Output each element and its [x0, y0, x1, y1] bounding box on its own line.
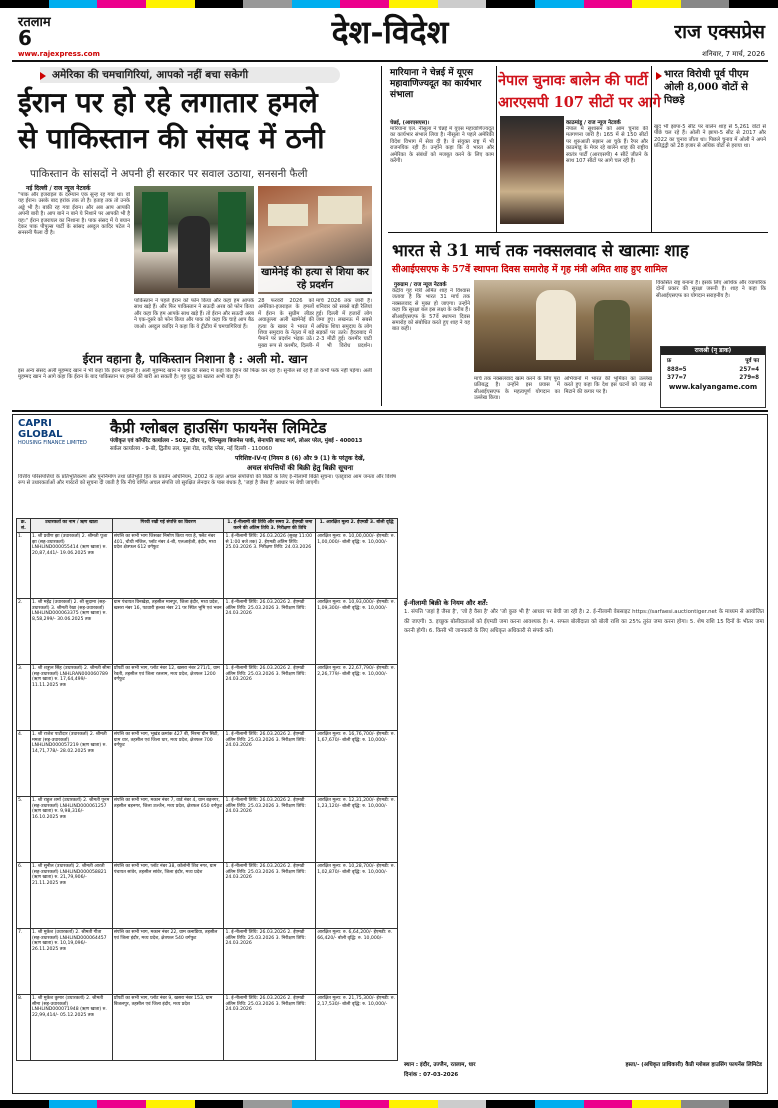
table-row [17, 929, 398, 995]
notice-intro: वित्तीय परिसंपत्तियों के प्रतिभूतिकरण और पुनर्निर्माण तथा प्रतिभूति हित के प्रवर्तन अधिनियम, 2002 के तहत अचल संपत्तियों की बिक्री के लिए ई-नीलामी बिक्री सूचना। एतद्द्वारा आम जनता और विशेष रूप से उधारकर्ताओं और गारंटरों को सूचना दी जाती है कि नीचे वर्णित अचल संपत्ति जो सुरक्षित लेनदार के पास बंधक है, 'जहां है जैसा है' आधार पर बेची जाएगी। [18, 474, 396, 487]
masthead-date: शनिवार, 7 मार्च, 2026 [702, 50, 765, 58]
lottery-title: राजश्री (नृ डाक) [661, 347, 765, 355]
cell-no: 4. [17, 731, 31, 797]
cell-dates: 1. ई-नीलामी तिथि: 26.03.2026 (सुबह 11:00 से 1:00 बजे तक) 2. ईएमडी अंतिम तिथि: 25.03.2026 3. निरीक्षण तिथि: 24.03.2026 [224, 533, 316, 599]
cell-dates: 1. ई-नीलामी तिथि: 26.03.2026 2. ईएमडी अंतिम तिथि: 25.03.2026 3. निरीक्षण तिथि: 24.03.2026 [224, 929, 316, 995]
company-logo-text-1: CAPRI GLOBAL [18, 418, 63, 440]
cell-dates: 1. ई-नीलामी तिथि: 26.03.2026 2. ईएमडी अंतिम तिथि: 25.03.2026 3. निरीक्षण तिथि: 24.03.2026 [224, 995, 316, 1061]
nepal-body: नेपाल में सुशासन को आम चुनाव की मतगणना जारी है। 165 में से 150 सीटों पर शुरुआती रुझान आ चुके हैं। रैपर और काठमांडू के मेयर रहे बालेन शाह की राष्ट्रीय स्वतंत्र पार्टी (आरएसपी) 4 सीटें जीतने के साथ 107 सीटों पर आगे चल रही है। [566, 126, 648, 165]
pakistan-body-col1: "पाक और इजराइल के दरम्यान एक सुन्ह रह गया था। वो यह ईरान। उसके बाद हरांक तक तो है। हताह तक तो उनके अड्डे भी है। बाकी रह गया ईरान। और अब आप आपकी अपनी बारी है। आप बाने न बाने ये निशाने पर आपकी भी है यह।" ईरान इजरायल का निशाना है। पाक संसद में ये बयान देकर पाक पीपुल्स पार्टी के सांसद अब्दुल कादिर पटेल ने सनसनी फैला दी है। [18, 192, 130, 237]
cell-no: 7. [17, 929, 31, 995]
lottery-cell: 257=4 [739, 365, 759, 373]
cell-price: आरक्षित मूल्य: रु. 10,00,000/- ईएमडी: रु. 1,00,000/- बोली वृद्धि: रु. 10,000/- [316, 533, 398, 599]
circle-office: सर्कल कार्यालय - 9-बी, द्वितीय तल, पूसा रोड, राजेंद्र प्लेस, नई दिल्ली - 110060 [110, 446, 273, 452]
company-logo [18, 418, 98, 444]
section-title: देश-विदेश [331, 13, 449, 51]
naxal-headline: भारत से 31 मार्च तक नक्सलवाद से खात्माः शाह [392, 241, 689, 260]
masthead-city: रतलाम [18, 15, 51, 30]
terms-body: 1. संपत्ति 'जहां है जैसा है', 'जो है वैसा है' और 'जो कुछ भी है' आधार पर बेची जा रही है। 2. ई-नीलामी वेबसाइट https://sarfaesi.auctiontiger.net के माध्यम से आयोजित की जाएगी। 3. इच्छुक बोलीदाताओं को ईएमडी जमा करना आवश्यक है। 4. सफल बोलीदाता को बोली राशि का 25% तुरंत जमा करना होगा। 5. शेष राशि 15 दिनों के भीतर जमा करनी होगी। 6. किसी भी जानकारी के लिए अधिकृत अधिकारी से संपर्क करें। [404, 609, 764, 634]
notice-place: स्थान : इंदौर, उज्जैन, रतलाम, धार [404, 1062, 476, 1068]
pakistan-headline-1: ईरान पर हो रहे लगातार हमले [18, 86, 318, 119]
cell-no: 8. [17, 995, 31, 1061]
cell-property: संपत्ति का सभी भाग, मकान नंबर 7, वार्ड नंबर 4, ग्राम बड़नगर, तहसील बड़नगर, जिला उज्जैन, मध्य प्रदेश, क्षेत्रफल 650 वर्गफुट [112, 797, 224, 863]
cell-dates: 1. ई-नीलामी तिथि: 26.03.2026 2. ईएमडी अंतिम तिथि: 25.03.2026 3. निरीक्षण तिथि: 24.03.2026 [224, 665, 316, 731]
table-row [17, 533, 398, 599]
page-number: 6 [18, 26, 32, 50]
nepal-headline-2: आरएसपी 107 सीटों पर आगे [498, 94, 661, 111]
kicker-arrow-icon [40, 72, 46, 80]
sidebar-headline: भारत विरोधी पूर्व पीएम ओली 8,000 वोटों से पिछड़े [664, 69, 749, 106]
protest-body-col1: 28 फरवरी 2026 को अमेरिका-इजराइल के हमलों में ईरान के सुप्रीम लीडर अयातुल्ला अली खामेनेई की हत्या के खबर ने भारत में शिया समुदाय के नेतृत्व में बड़े पैमाने पर प्रदर्शन भड़क उठे। मुख्य रूप से कश्मीर, दिल्ली- [258, 298, 314, 348]
table-row [17, 797, 398, 863]
registration-bar-top [0, 0, 778, 8]
cell-price: आरक्षित मूल्य: रु. 16,76,700/- ईएमडी: रु. 1,67,670/- बोली वृद्धि: रु. 10,000/- [316, 731, 398, 797]
protest-body-col2: मार्च 2026 तक जारी हैं। शनिवार को सबसे बड़ी रैलियां हुई। दिल्ली में हजारों लोग जमा हुए। लखनऊ में सबसे अधिक शिया समुदाय के लोग सड़कों पर उतरे। हैदराबाद में 2-3 मीटी हुई। कश्मीर घाटी में भी विरोध प्रदर्शन। [316, 298, 372, 348]
pakistan-parliament-photo [134, 186, 254, 294]
pakistan-kicker: अमेरिका की चमचागिरियां, आपको नहीं बचा सकेगी [52, 69, 249, 81]
pakistan-headline-2: से पाकिस्तान की संसद में ठनी [18, 122, 325, 155]
naxal-body-col2: मार्च तक नक्सलवाद खत्म करने के लिए पूरा प्रतिबद्ध है। उन्होंने इस प्रयास में सीआईएसएफ के महत्वपूर्ण योगदान का उल्लेख किया। [474, 376, 560, 402]
chennai-body: मारियाना एल. नीसूला ने चेन्नई में यूएस महावाणिज्यदूत का कार्यभार संभाल लिया है। नीसूला ने पहले अमेरिकी विदेश विभाग में सेवा दी है। वे संयुक्त राष्ट्र में भी राजनयिक रही हैं। उन्होंने कहा कि वे भारत और अमेरिका के संबंधों को मजबूत करने के लिए काम करेंगी। [390, 126, 494, 165]
cell-borrower: 1. श्री शत्रुघ्न सिंह (उधारकर्ता) 2. श्रीमती सीमा (सह-उधारकर्ता) LNHLRAN000060789 (ऋण खाता) रु. 17,64,499/- 11.11.2025 तक [30, 665, 112, 731]
lottery-header-right: पूर्व फा [745, 358, 759, 364]
registration-bar-bottom [0, 1100, 778, 1108]
lottery-cell: 377=7 [667, 373, 687, 381]
lottery-box [660, 346, 766, 408]
chennai-headline: मारियाना ने चेन्नई में यूएस महावाणिज्यदूत का कार्यभार संभाला [390, 68, 482, 100]
col-header: उधारकर्ता का नाम / ऋण खाता [30, 519, 112, 533]
pakistan-photo-caption: ईरान वहाना है, पाकिस्तान निशाना है : अली मो. खान [82, 352, 308, 366]
lottery-website[interactable]: www.kalyangame.com [668, 383, 758, 391]
cell-borrower: 1. श्री मुकेश (उधारकर्ता) 2. श्रीमती गीता (सह-उधारकर्ता) LNHLIND000064457 (ऋण खाता) रु. 10,19,096/- 26.11.2025 तक [30, 929, 112, 995]
cell-borrower: 1. श्री मुकेश कुमार (उधारकर्ता) 2. श्रीमती सीमा (सह-उधारकर्ता) LNHLIND000071948 (ऋण खाता) रु. 22,99,414/- 05.12.2025 तक [30, 995, 112, 1061]
auction-table [16, 518, 398, 1061]
appendix-line: परिशिष्ट-IV-ए (नियम 8 (6) और 9 (1) के परंतुक देखें, [235, 455, 365, 462]
cell-dates: 1. ई-नीलामी तिथि: 26.03.2026 2. ईएमडी अंतिम तिथि: 25.03.2026 3. निरीक्षण तिथि: 24.03.2026 [224, 731, 316, 797]
cell-property: ग्राम पंचायत विनखेड़ा, तहसील मानपुर, जिला इंदौर, मध्य प्रदेश, खसरा नंबर 16, पटवारी हल्का नंबर 21 पर स्थित भूमि एवं भवन [112, 599, 224, 665]
company-address: पंजीकृत एवं कॉर्पोरेट कार्यालय - 502, टॉवर ए, पेनिन्सुला बिजनेस पार्क, सेनापति बापट मार्ग, लोअर परेल, मुंबई - 400013 [110, 438, 363, 444]
table-row [17, 731, 398, 797]
cell-no: 3. [17, 665, 31, 731]
company-name: कैप्री ग्लोबल हाउसिंग फायनेंस लिमिटेड [110, 418, 327, 437]
lottery-cell: 279=8 [739, 373, 759, 381]
naxal-body-col4: विकसित राष्ट्र बनाना है। इसके लिए आर्थिक और व्यापारिक दोनों प्रकार की सुरक्षा जरूरी है। शाह ने कहा कि सीआईएसएफ का योगदान सराहनीय है। [656, 280, 766, 299]
paper-name: राज एक्सप्रेस [674, 21, 765, 43]
col-header: क्र. सं. [17, 519, 31, 533]
cell-dates: 1. ई-नीलामी तिथि: 26.03.2026 2. ईएमडी अंतिम तिथि: 25.03.2026 3. निरीक्षण तिथि: 24.03.2026 [224, 863, 316, 929]
col-header: गिरवी रखी गई संपत्ति का विवरण [112, 519, 224, 533]
cell-dates: 1. ई-नीलामी तिथि: 26.03.2026 2. ईएमडी अंतिम तिथि: 25.03.2026 3. निरीक्षण तिथि: 24.03.2026 [224, 599, 316, 665]
cell-property: प्रॉपर्टी का सभी भाग, प्लॉट नंबर 9, खसरा नंबर 153, ग्राम बिजलपुर, तहसील एवं जिला इंदौर, मध्य प्रदेश [112, 995, 224, 1061]
col-header: 1. ई-नीलामी की तिथि और समय 2. ईएमडी जमा करने की अंतिम तिथि 3. निरीक्षण की तिथि [224, 519, 316, 533]
lottery-cell: 888=5 [667, 365, 687, 373]
table-row [17, 665, 398, 731]
notice-title: अचल संपत्तियों की बिक्री हेतु बिक्री सूचना [246, 463, 354, 472]
sidebar-body: खुद भी झापा-5 सीट पर बालेन शाह से 5,261 वोटों से पीछे चल रहे हैं। ओली ने झापा-5 सीट से 2017 और 2022 का चुनाव जीता था। पिछले चुनाव में ओली ने अपने प्रतिद्वंद्वी को 28 हजार से अधिक वोटों से हराया था। [654, 124, 766, 150]
protest-headline-visible: खामेनेई की हत्या से शिया कर रहे प्रदर्शन [258, 266, 372, 292]
cell-price: आरक्षित मूल्य: रु. 22,67,790/- ईएमडी: रु. 2,26,779/- बोली वृद्धि: रु. 10,000/- [316, 665, 398, 731]
cell-borrower: 1. श्री महेंद्र (उधारकर्ता) 2. श्री सुदामा (सह-उधारकर्ता) 3. श्रीमती रेखा (सह-उधारकर्ता) LNHLIND000063375 (ऋण खाता) रु. 8,58,299/- 30.06.2025 तक [30, 599, 112, 665]
nepal-photo [500, 116, 564, 224]
cell-borrower: 1. श्री राजेश पाटीदार (उधारकर्ता) 2. श्रीमती ममता (सह-उधारकर्ता) LNHLIND000057219 (ऋण खाता) रु. 14,71,778/- 28.02.2025 तक [30, 731, 112, 797]
notice-signatory: हस्ता/- (अधिकृत प्राधिकारी) कैप्री ग्लोबल हाउसिंग फायनेंस लिमिटेड [625, 1062, 762, 1068]
cell-no: 1. [17, 533, 31, 599]
naxal-byline: गुरुग्राम / राज न्यूज नेटवर्क [394, 282, 447, 288]
cell-borrower: 1. श्री राहुल शर्मा (उधारकर्ता) 2. श्रीमती पूनम (सह-उधारकर्ता) LNHLIND000061257 (ऋण खाता) रु. 9,98,316/- 16.10.2025 तक [30, 797, 112, 863]
notice-date: दिनांक : 07-03-2026 [404, 1072, 459, 1078]
cell-price: आरक्षित मूल्य: रु. 6,64,200/- ईएमडी: रु. 66,420/- बोली वृद्धि: रु. 10,000/- [316, 929, 398, 995]
naxal-subhead: सीआईएसएफ के 57वें स्थापना दिवस समारोह में गृह मंत्री अमित शाह हुए शामिल [392, 264, 668, 275]
table-row [17, 599, 398, 665]
cell-property: संपत्ति का सभी भाग, भूखंड क्रमांक 427 बी, निरमा ग्रीन सिटी, ग्राम धार, तहसील एवं जिला धार, मध्य प्रदेश, क्षेत्रफल 700 वर्गफुट [112, 731, 224, 797]
pakistan-body-bottom: इस अन्य संसद अली मुहम्मद खान ने भी कहा कि ईरान बहाना है। अली मुहम्मद खान ने पाक की संसद में कहा कि ईरान की फिक्र कर रहा है। सुनील सो रहे हैं तो कभी फर्क नहीं पड़ेगा। अली मुहम्मद खान ने आगे कहा कि ईरान के बाद पाकिस्तान पर हमले की बारी आ सकती है। गृह युद्ध का खतरा अभी बड़ा है। [18, 368, 372, 381]
nepal-headline-1: नेपाल चुनावः बालेन की पार्टी [498, 72, 648, 89]
terms-heading: ई-नीलामी बिक्री के नियम और शर्तें: [404, 599, 488, 607]
table-header-row [17, 519, 398, 533]
cell-borrower: 1. श्री सुनील (उधारकर्ता) 2. श्रीमती आरती (सह-उधारकर्ता) LNHLIND000058821 (ऋण खाता) रु. 21,79,906/- 21.11.2025 तक [30, 863, 112, 929]
table-row [17, 863, 398, 929]
pakistan-body-col2b: पाकिस्तान ने पहले ईरान को फोन किया और कहा हम आपके साथ खड़े हैं। और फिर पाकिस्तान ने सऊदी अरब को फोन किया और कहा कि हम आपके साथ खड़े हैं। तो ईरान और सऊदी अरब ने एक-दूसरे को फोन किया और पाक को कहा कि चाहे आप बैठ जाओ। अब्दुल कादिर ने कहा कि ये ट्रीटीय में चमचागिरियां हैं। [134, 298, 254, 330]
cell-price: आरक्षित मूल्य: रु. 21,75,300/- ईएमडी: रु. 2,17,530/- बोली वृद्धि: रु. 10,000/- [316, 995, 398, 1061]
chennai-dateline: चेन्नई, (आरएसएस)। [390, 120, 430, 126]
pakistan-subhead: पाकिस्तान के सांसदों ने अपनी ही सरकार पर सवाल उठाया, सनसनी फैली [30, 168, 308, 180]
lottery-header-left: फ्र [667, 358, 672, 364]
nepal-byline: काठमांडू / राज न्यूज नेटवर्क [566, 120, 621, 126]
cell-borrower: 1. श्री प्रवीण झा (उधारकर्ता) 2. श्रीमती पूजा झा (सह-उधारकर्ता) LNHLIND000055414 (ऋण खाता) रु. 20,87,441/- 19.06.2025 तक [30, 533, 112, 599]
cell-property: संपत्ति का सभी भाग, मकान नंबर 22, ग्राम कनाडिया, तहसील एवं जिला इंदौर, मध्य प्रदेश, क्षेत्रफल 540 वर्गफुट [112, 929, 224, 995]
cell-no: 2. [17, 599, 31, 665]
table-row [17, 995, 398, 1061]
sidebar-arrow-icon [656, 72, 662, 80]
cell-price: आरक्षित मूल्य: रु. 10,93,000/- ईएमडी: रु. 1,09,300/- बोली वृद्धि: रु. 10,000/- [316, 599, 398, 665]
cell-dates: 1. ई-नीलामी तिथि: 26.03.2026 2. ईएमडी अंतिम तिथि: 25.03.2026 3. निरीक्षण तिथि: 24.03.2026 [224, 797, 316, 863]
cell-no: 6. [17, 863, 31, 929]
cell-price: आरक्षित मूल्य: रु. 10,28,700/- ईएमडी: रु. 1,02,870/- बोली वृद्धि: रु. 10,000/- [316, 863, 398, 929]
cell-property: संपत्ति का सभी भाग जिसका निर्माण किया गया है, फ्लैट नंबर 401, चौथी मंजिल, प्लॉट नंबर 4-बी, एलआईजी, इंदौर, मध्य प्रदेश क्षेत्रफल 612 वर्गफुट [112, 533, 224, 599]
pakistan-byline: नई दिल्ली / राज न्यूज नेटवर्क [26, 185, 91, 192]
col-header: 1. आरक्षित मूल्य 2. ईएमडी 3. बोली वृद्धि [316, 519, 398, 533]
naxal-body-col1: केंद्रीय गृह मंत्री अमित शाह ने विश्वास जताया है कि भारत 31 मार्च तक नक्सलवाद से मुक्त हो जाएगा। उन्होंने कहा कि सुरक्षा बल इस लक्ष्य के करीब हैं। सीआईएसएफ के 57वें स्थापना दिवस समारोह को संबोधित करते हुए शाह ने यह बात कही। [392, 288, 470, 333]
cell-price: आरक्षित मूल्य: रु. 12,31,200/- ईएमडी: रु. 1,23,120/- बोली वृद्धि: रु. 10,000/- [316, 797, 398, 863]
company-logo-text-2: HOUSING FINANCE LIMITED [18, 440, 87, 446]
cell-property: प्रॉपर्टी का सभी भाग, प्लॉट नंबर 12, खसरा नंबर 271/1, ग्राम रेवती, तहसील एवं जिला रतलाम, मध्य प्रदेश, क्षेत्रफल 1200 वर्गफुट [112, 665, 224, 731]
naxal-photo [474, 280, 652, 372]
naxal-body-col3: अभियानों में भारत की भूमिका का उल्लेख करते हुए कहा कि देश इस घटनों को जड़ से मिटाने की कगार पर है। [564, 376, 652, 395]
website-link[interactable]: www.rajexpress.com [18, 50, 100, 58]
cell-no: 5. [17, 797, 31, 863]
cell-property: संपत्ति का सभी भाग, प्लॉट नंबर 38, कॉलोनी शिव नगर, ग्राम पंचायत सांवेर, तहसील सांवेर, जिला इंदौर, मध्य प्रदेश [112, 863, 224, 929]
